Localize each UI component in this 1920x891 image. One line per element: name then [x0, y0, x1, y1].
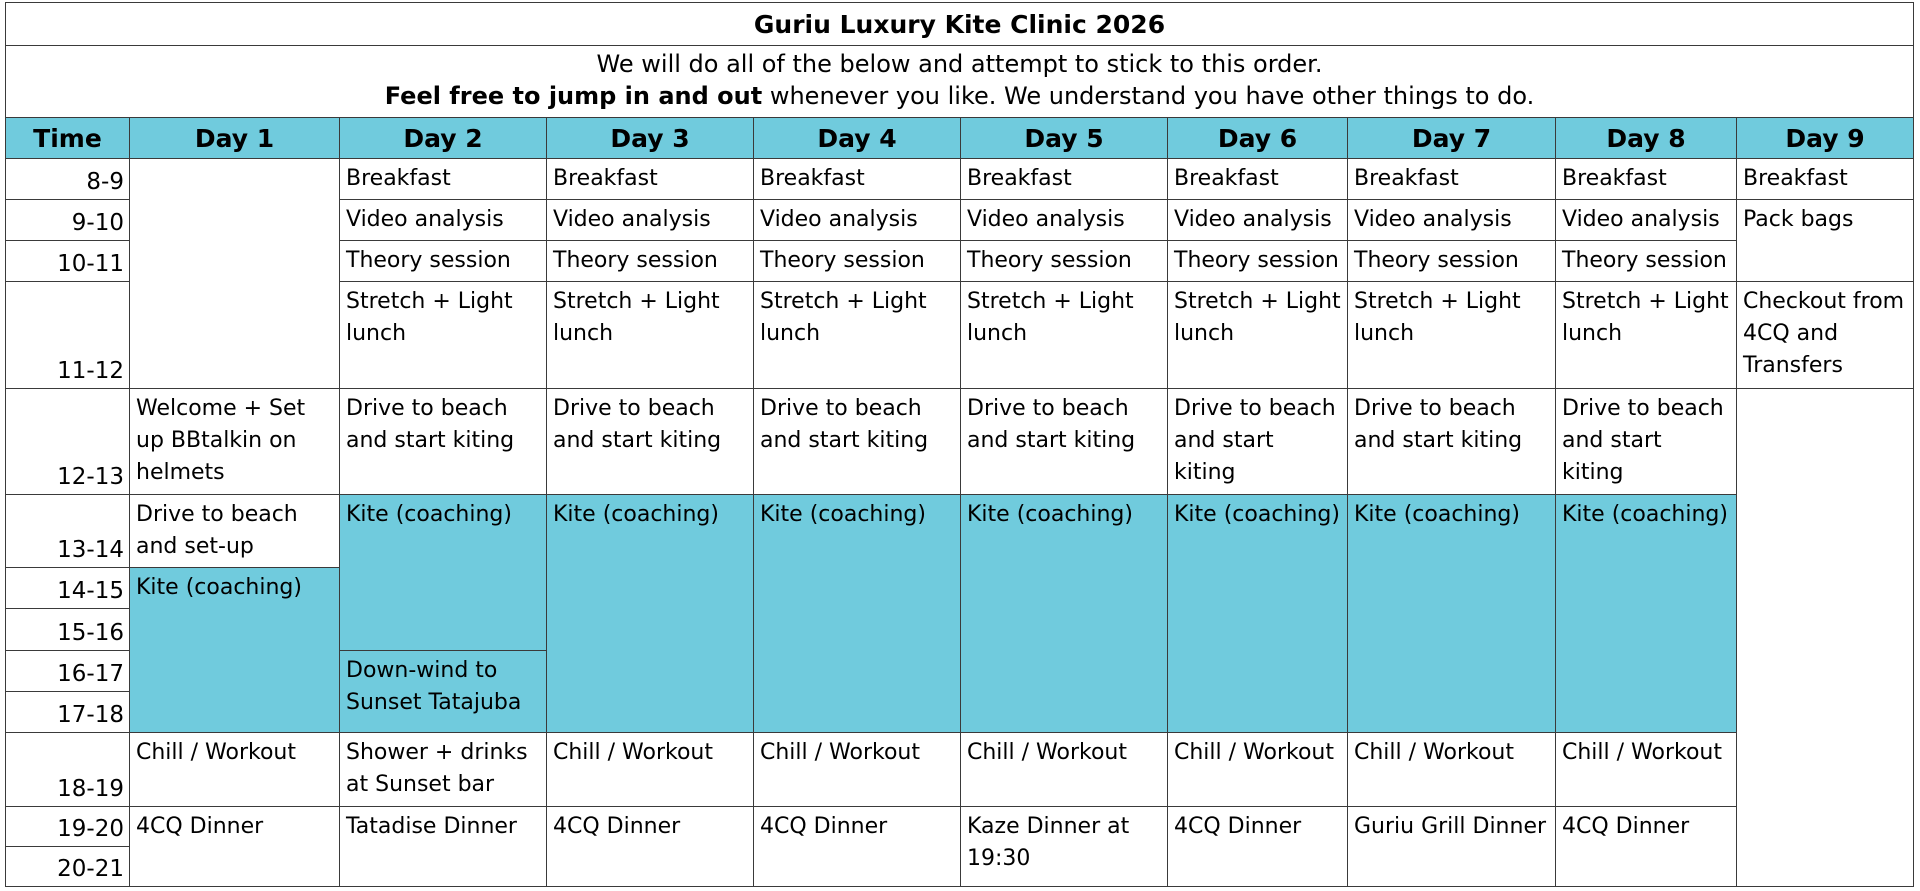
day2-drive: Drive to beach and start kiting [339, 388, 547, 495]
day2-theory: Theory session [339, 240, 547, 282]
day9-empty-rest [1736, 388, 1914, 887]
day5-chill: Chill / Workout [960, 732, 1168, 807]
day6-stretch: Stretch + Light lunch [1167, 281, 1348, 389]
sheet-subtitle [5, 45, 1914, 118]
time-slot: 13-14 [5, 494, 130, 568]
sheet-title: Guriu Luxury Kite Clinic 2026 [5, 2, 1914, 46]
day3-chill: Chill / Workout [546, 732, 754, 807]
time-slot: 19-20 [5, 806, 130, 847]
header-day-4: Day 4 [753, 117, 961, 159]
day3-drive: Drive to beach and start kiting [546, 388, 754, 495]
day8-breakfast: Breakfast [1555, 158, 1737, 200]
day9-checkout: Checkout from 4CQ and Transfers [1736, 281, 1914, 389]
day2-breakfast: Breakfast [339, 158, 547, 200]
header-day-1: Day 1 [129, 117, 340, 159]
day2-shower: Shower + drinks at Sunset bar [339, 732, 547, 807]
day8-drive: Drive to beach and start kiting [1555, 388, 1737, 495]
time-slot: 20-21 [5, 846, 130, 887]
header-day-7: Day 7 [1347, 117, 1556, 159]
day5-video: Video analysis [960, 199, 1168, 241]
day6-theory: Theory session [1167, 240, 1348, 282]
day1-chill: Chill / Workout [129, 732, 340, 807]
time-slot: 18-19 [5, 732, 130, 807]
day4-theory: Theory session [753, 240, 961, 282]
time-slot: 17-18 [5, 691, 130, 733]
header-day-3: Day 3 [546, 117, 754, 159]
day7-chill: Chill / Workout [1347, 732, 1556, 807]
day3-breakfast: Breakfast [546, 158, 754, 200]
day5-theory: Theory session [960, 240, 1168, 282]
day7-breakfast: Breakfast [1347, 158, 1556, 200]
subtitle-line-2-rest: whenever you like. We understand you have other things to do. [762, 82, 1535, 110]
day4-chill: Chill / Workout [753, 732, 961, 807]
time-slot: 14-15 [5, 567, 130, 609]
day8-dinner: 4CQ Dinner [1555, 806, 1737, 887]
day5-dinner: Kaze Dinner at 19:30 [960, 806, 1168, 887]
header-day-9: Day 9 [1736, 117, 1914, 159]
day7-theory: Theory session [1347, 240, 1556, 282]
day8-theory: Theory session [1555, 240, 1737, 282]
time-slot: 15-16 [5, 608, 130, 651]
day5-stretch: Stretch + Light lunch [960, 281, 1168, 389]
day4-video: Video analysis [753, 199, 961, 241]
day9-pack: Pack bags [1736, 199, 1914, 282]
header-day-8: Day 8 [1555, 117, 1737, 159]
day2-stretch: Stretch + Light lunch [339, 281, 547, 389]
day8-kite: Kite (coaching) [1555, 494, 1737, 733]
subtitle-line-2 [6, 80, 1913, 112]
day4-kite: Kite (coaching) [753, 494, 961, 733]
day6-drive: Drive to beach and start kiting [1167, 388, 1348, 495]
day4-drive: Drive to beach and start kiting [753, 388, 961, 495]
day7-drive: Drive to beach and start kiting [1347, 388, 1556, 495]
day7-video: Video analysis [1347, 199, 1556, 241]
day9-breakfast: Breakfast [1736, 158, 1914, 200]
day6-video: Video analysis [1167, 199, 1348, 241]
day1-empty-morning [129, 158, 340, 389]
time-slot: 16-17 [5, 650, 130, 692]
day1-drive: Drive to beach and set-up [129, 494, 340, 568]
day2-kite: Kite (coaching) [339, 494, 547, 651]
day8-chill: Chill / Workout [1555, 732, 1737, 807]
subtitle-emphasis: Feel free to jump in and out [384, 82, 763, 110]
header-day-2: Day 2 [339, 117, 547, 159]
header-day-6: Day 6 [1167, 117, 1348, 159]
day4-dinner: 4CQ Dinner [753, 806, 961, 887]
day1-kite: Kite (coaching) [129, 567, 340, 733]
time-slot: 8-9 [5, 158, 130, 200]
time-slot: 12-13 [5, 388, 130, 495]
day3-stretch: Stretch + Light lunch [546, 281, 754, 389]
subtitle-line-1: We will do all of the below and attempt to stick to this order. [596, 50, 1323, 78]
time-slot: 10-11 [5, 240, 130, 282]
day8-video: Video analysis [1555, 199, 1737, 241]
day1-dinner: 4CQ Dinner [129, 806, 340, 887]
day7-stretch: Stretch + Light lunch [1347, 281, 1556, 389]
day6-dinner: 4CQ Dinner [1167, 806, 1348, 887]
day5-breakfast: Breakfast [960, 158, 1168, 200]
day4-stretch: Stretch + Light lunch [753, 281, 961, 389]
day5-kite: Kite (coaching) [960, 494, 1168, 733]
day6-chill: Chill / Workout [1167, 732, 1348, 807]
day5-drive: Drive to beach and start kiting [960, 388, 1168, 495]
header-time: Time [5, 117, 130, 159]
day2-video: Video analysis [339, 199, 547, 241]
day3-video: Video analysis [546, 199, 754, 241]
day7-kite: Kite (coaching) [1347, 494, 1556, 733]
day6-breakfast: Breakfast [1167, 158, 1348, 200]
day4-breakfast: Breakfast [753, 158, 961, 200]
day2-downwind: Down-wind to Sunset Tatajuba [339, 650, 547, 733]
day3-theory: Theory session [546, 240, 754, 282]
day3-dinner: 4CQ Dinner [546, 806, 754, 887]
time-slot: 9-10 [5, 199, 130, 241]
day1-welcome: Welcome + Set up BBtalkin on helmets [129, 388, 340, 495]
day8-stretch: Stretch + Light lunch [1555, 281, 1737, 389]
day3-kite: Kite (coaching) [546, 494, 754, 733]
header-day-5: Day 5 [960, 117, 1168, 159]
day7-dinner: Guriu Grill Dinner [1347, 806, 1556, 887]
day6-kite: Kite (coaching) [1167, 494, 1348, 733]
day2-dinner: Tatadise Dinner [339, 806, 547, 887]
time-slot: 11-12 [5, 281, 130, 389]
